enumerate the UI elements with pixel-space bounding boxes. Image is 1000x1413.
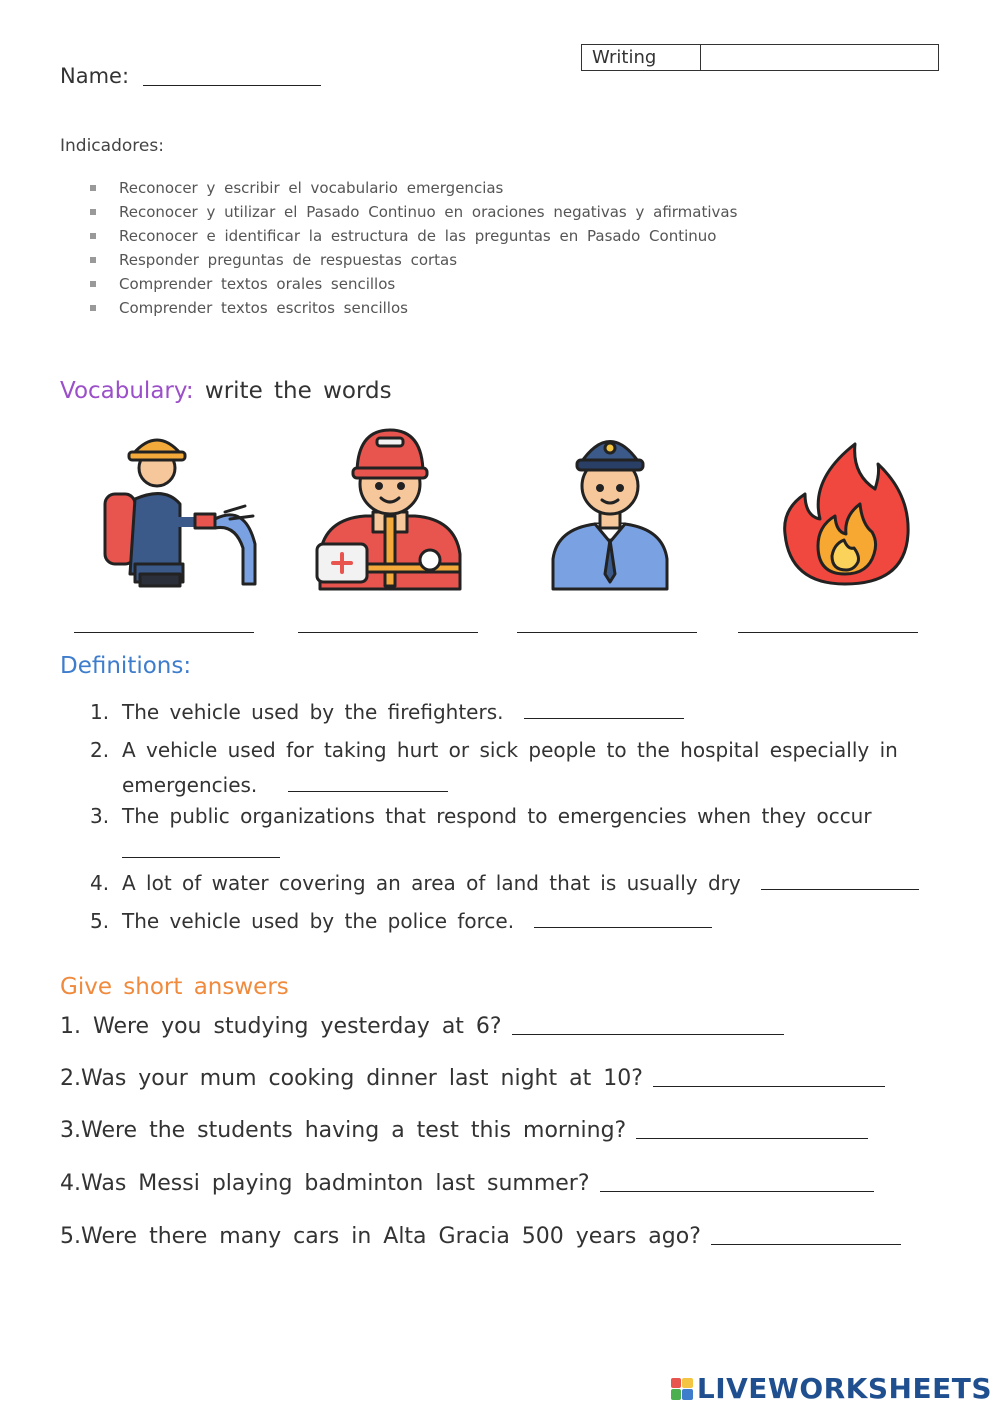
vocab-answer-line-3[interactable] <box>517 632 697 633</box>
indicator-item: Reconocer e identificar la estructura de las preguntas en Pasado Continuo <box>90 224 737 248</box>
question-item: 2.Was your mum cooking dinner last night at 10? <box>60 1066 885 1091</box>
bullet-square-icon <box>90 185 96 191</box>
definition-answer-3[interactable] <box>122 857 280 858</box>
score-value-field[interactable] <box>701 45 938 70</box>
bullet-square-icon <box>90 305 96 311</box>
name-input[interactable] <box>143 85 321 86</box>
score-label: Writing <box>582 45 701 70</box>
firefighter-icon <box>95 424 265 594</box>
police-officer-icon <box>525 424 695 594</box>
definition-item: 3. The public organizations that respond to emergencies when they occur <box>90 799 930 871</box>
vocabulary-title-colored: Vocabulary: <box>60 378 194 404</box>
liveworksheets-logo <box>671 1372 992 1405</box>
indicator-item: Responder preguntas de respuestas cortas <box>90 248 737 272</box>
vocab-answer-line-4[interactable] <box>738 632 918 633</box>
indicator-item: Comprender textos escritos sencillos <box>90 296 737 320</box>
short-answer-input-3[interactable] <box>636 1138 868 1139</box>
score-box <box>581 44 939 71</box>
definitions-title: Definitions: <box>60 653 192 679</box>
liveworksheets-logo-icon <box>671 1378 693 1400</box>
definition-answer-4[interactable] <box>761 889 919 890</box>
vocabulary-title-rest: write the words <box>204 378 392 404</box>
definition-item: 1. The vehicle used by the firefighters. <box>90 700 930 733</box>
indicators-title: Indicadores: <box>60 136 164 156</box>
vocab-answer-line-2[interactable] <box>298 632 478 633</box>
short-answer-input-2[interactable] <box>653 1086 885 1087</box>
definition-answer-1[interactable] <box>524 718 684 719</box>
definition-answer-2[interactable] <box>288 791 448 792</box>
question-item: 4.Was Messi playing badminton last summer? <box>60 1171 874 1196</box>
vocabulary-title <box>60 378 392 404</box>
definition-item: 2. A vehicle used for taking hurt or sick people to the hospital especially in emergencies. <box>90 738 898 797</box>
definition-item: 5. The vehicle used by the police force. <box>90 909 930 943</box>
indicator-item: Reconocer y utilizar el Pasado Continuo en oraciones negativas y afirmativas <box>90 200 737 224</box>
indicators-list <box>90 176 737 320</box>
liveworksheets-logo-text: LIVEWORKSHEETS <box>696 1372 992 1405</box>
definition-item: 4. A lot of water covering an area of land that is usually dry <box>90 871 930 909</box>
vocab-answer-line-1[interactable] <box>74 632 254 633</box>
definitions-list <box>90 700 930 943</box>
bullet-square-icon <box>90 233 96 239</box>
question-item: 5.Were there many cars in Alta Gracia 500 years ago? <box>60 1224 901 1249</box>
name-row <box>60 64 321 88</box>
bullet-square-icon <box>90 281 96 287</box>
short-answer-input-1[interactable] <box>512 1034 784 1035</box>
question-item: 1. Were you studying yesterday at 6? <box>60 1014 784 1039</box>
bullet-square-icon <box>90 257 96 263</box>
question-item: 3.Were the students having a test this morning? <box>60 1118 868 1143</box>
definition-answer-5[interactable] <box>534 927 712 928</box>
fire-icon <box>760 424 930 594</box>
paramedic-icon <box>305 424 475 594</box>
indicator-item: Comprender textos orales sencillos <box>90 272 737 296</box>
short-answer-input-4[interactable] <box>600 1191 874 1192</box>
short-answer-input-5[interactable] <box>711 1244 901 1245</box>
indicator-item: Reconocer y escribir el vocabulario emergencias <box>90 176 737 200</box>
short-answers-title: Give short answers <box>60 974 289 1000</box>
name-label: Name: <box>60 64 130 88</box>
bullet-square-icon <box>90 209 96 215</box>
